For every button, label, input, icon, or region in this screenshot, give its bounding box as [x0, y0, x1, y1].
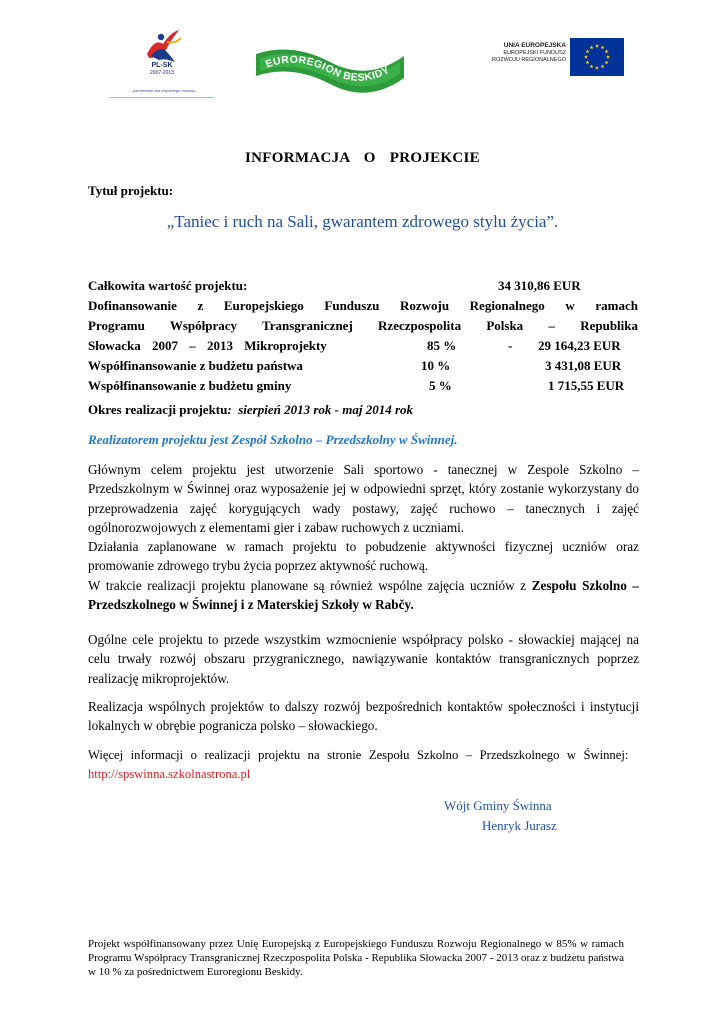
state-row — [88, 356, 638, 376]
eu-flag-icon — [570, 38, 624, 76]
signature — [444, 796, 557, 836]
eu-logo — [474, 38, 624, 76]
paragraph-cooperation: Realizacja wspólnych projektów to dalszy rozwój bezpośrednich kontaktów społeczności i instytucji lokalnych w obrębie pogranicza polsko – słowackiego. — [88, 699, 639, 734]
total-label: Całkowita wartość projektu: — [88, 278, 248, 293]
state-label: Współfinansowanie z budżetu państwa — [88, 358, 303, 373]
activities-text: Działania zaplanowane w ramach projektu to pobudzenie aktywności fizycznej uczniów oraz promowanie zdrowego trybu życia poprzez aktywność ruchową. — [88, 539, 639, 574]
erdf-row — [88, 336, 638, 356]
erdf-line-1: Dofinansowanie z Europejskiego Funduszu Rozwoju Regionalnego w ramach — [88, 298, 638, 313]
erdf-line-2: Programu Współpracy Transgranicznej Rzeczpospolita Polska – Republika — [88, 318, 638, 333]
gmina-percent: 5 % — [429, 378, 452, 393]
eu-fund-line2: ROZWOJU REGIONALNEGO — [492, 57, 566, 63]
project-name-text: „Taniec i ruch na Sali, gwarantem zdrowego stylu życia — [166, 212, 547, 231]
implementer-line: Realizatorem projektu jest Zespół Szkolno – Przedszkolny w Świnnej. — [88, 432, 458, 447]
page-title: INFORMACJA O PROJEKCIE — [245, 150, 480, 166]
period-colon: : — [227, 402, 232, 417]
state-value: 3 431,08 EUR — [545, 358, 622, 373]
joint-activities-text: W trakcie realizacji projektu planowane są również wspólne zajęcia uczniów z — [88, 577, 532, 593]
school-website-link[interactable]: http://spswinna.szkolnastrona.pl — [88, 767, 251, 782]
signature-name: Henryk Jurasz — [482, 818, 557, 833]
financing-block — [88, 276, 638, 396]
euroregion-beskidy-logo — [252, 44, 408, 102]
gmina-value: 1 715,55 EUR — [548, 378, 625, 393]
euroregion-banner-icon — [252, 44, 408, 102]
eu-name: UNIA EUROPEJSKA — [503, 42, 566, 49]
pl-sk-name: PL-SK — [151, 62, 173, 69]
pl-sk-logo — [106, 26, 218, 100]
paragraph-objectives: Ogólne cele projektu to przede wszystkim wzmocnienie współpracy polsko - słowackiej mającej na celu trwały rozwój obszaru przygranicznego, nawiązywanie kontaktów transgranicznych poprzez realizację mikroprojektów. — [88, 632, 639, 686]
partner-schools: Zespołu Szkolno – Przedszkolnego w Świnnej i z Materskiej Szkoły w Rabčy. — [88, 577, 640, 613]
gmina-row — [88, 376, 638, 396]
realization-period — [88, 402, 413, 418]
erdf-label: Słowacka 2007 – 2013 Mikroprojekty — [88, 338, 327, 353]
total-row — [88, 276, 638, 296]
pl-sk-motto: ...partnerstwo dla wspólnego rozwoju... — [129, 88, 199, 93]
goal-text: Głównym celem projektu jest utworzenie Sali sportowo - tanecznej w Zespole Szkolno – Przedszkolnym w Świnnej oraz wyposażenie jej w odpowiedni sprzęt, który zostanie wykorzystany do przeprowadzenia zajęć korygujących wady postawy, zajęć ruchowo – tanecznych i zajęć ogólnorozwojowych z elementami gier i zabaw ruchowych z uczniami. — [88, 462, 639, 535]
euroregion-text: EUROREGION BESKIDY — [263, 53, 392, 84]
project-title-label: Tytuł projektu: — [88, 183, 174, 198]
project-name-end: ”. — [546, 212, 559, 231]
pl-sk-figure-icon — [141, 28, 183, 64]
state-percent: 10 % — [421, 358, 451, 373]
paragraph-more-info — [88, 746, 639, 785]
paragraph-goals — [88, 460, 639, 614]
erdf-value: 29 164,23 EUR — [538, 338, 621, 353]
eu-fund-line1: EUROPEJSKI FUNDUSZ — [503, 50, 566, 56]
period-label: Okres realizacji projektu — [88, 402, 228, 417]
erdf-dash: - — [508, 338, 513, 353]
signature-title: Wójt Gminy Świnna — [444, 798, 552, 813]
total-value: 34 310,86 EUR — [498, 278, 581, 293]
erdf-percent: 85 % — [427, 338, 457, 353]
footer-note: Projekt współfinansowany przez Unię Europejską z Europejskiego Funduszu Rozwoju Regionalnego w 85% w ramach Programu Współpracy Transgranicznej Rzeczpospolita Polska - Republika Słowacka 2007 - 2013 oraz z budżetu państwa w 10 % za pośrednictwem Euroregionu Beskidy. — [88, 938, 624, 978]
gmina-label: Współfinansowanie z budżetu gminy — [88, 378, 292, 393]
more-info-text: Więcej informacji o realizacji projektu na stronie Zespołu Szkolno – Przedszkolnego w Świnnej: — [88, 748, 629, 762]
pl-sk-divider — [110, 97, 214, 98]
period-dates: sierpień 2013 rok - maj 2014 rok — [238, 402, 414, 417]
pl-sk-years: 2007-2013 — [150, 70, 174, 76]
project-name — [0, 212, 725, 232]
